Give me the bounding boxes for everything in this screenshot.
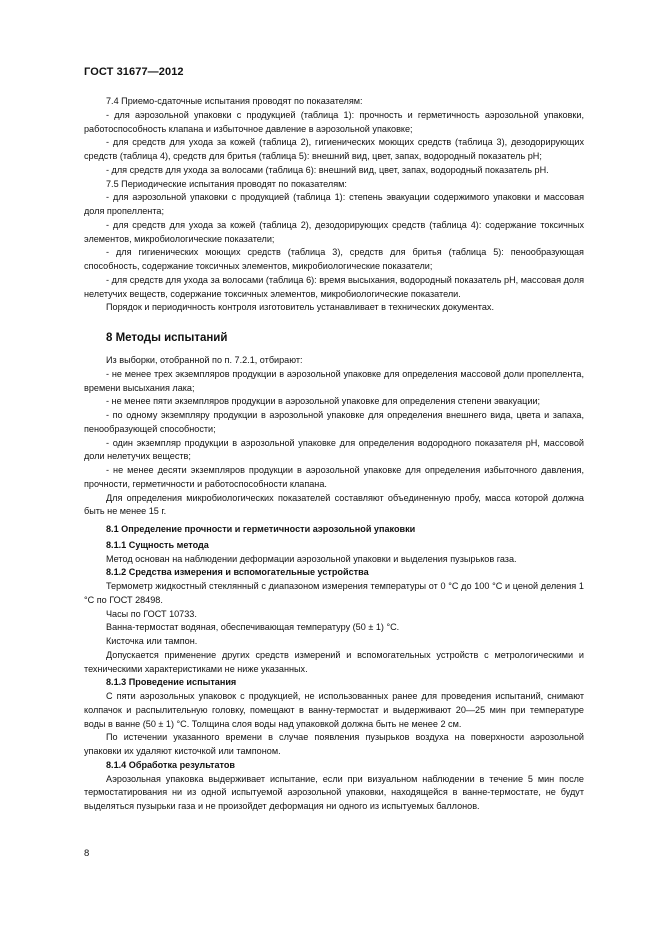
section-8-heading: 8 Методы испытаний <box>106 332 228 344</box>
paragraph: Ванна-термостат водяная, обеспечивающая температуру (50 ± 1) °С. <box>106 622 400 633</box>
paragraph: Часы по ГОСТ 10733. <box>106 608 197 619</box>
paragraph: По истечении указанного времени в случае появления пузырьков воздуха на поверхности аэрозольной упаковки их удаляют кисточкой или тампоном. <box>84 732 584 756</box>
paragraph: - один экземпляр продукции в аэрозольной упаковке для определения водородного показателя pH, массовой доли нелетучих веществ; <box>84 437 584 462</box>
paragraph: С пяти аэрозольных упаковок с продукцией, не использованных ранее для проведения испытаний, снимают колпачок и распылительную головку, помещают в ванну-термостат и выдерживают 20—25 мин при температуре воды в ванне (50 ± 1) °С. Толщина слоя воды над упаковкой должна быть не менее 2 см. <box>84 691 584 729</box>
paragraph: Для определения микробиологических показателей составляют объединенную пробу, масса которой должна быть не менее 15 г. <box>84 492 584 517</box>
paragraph: Кисточка или тампон. <box>106 636 198 646</box>
paragraph: Метод основан на наблюдении деформации аэрозольной упаковки и выделения пузырьков газа. <box>106 553 517 564</box>
paragraph: - для средств для ухода за кожей (таблица 2), гигиенических моющих средств (таблица 3), дезодорирующих средств (таблица 4), средств для бритья (таблица 5): внешний вид, цвет, запах, водородный показатель pH; <box>84 137 584 161</box>
paragraph: - для аэрозольной упаковки с продукцией (таблица 1): прочность и герметичность аэрозольной упаковки, работоспособность клапана и избыточное давление в аэрозольной упаковке; <box>84 109 584 134</box>
paragraph: - по одному экземпляру продукции в аэрозольной упаковке для определения внешнего вида, цвета и запаха, пенообразующей способности; <box>84 410 584 434</box>
document-body <box>84 95 584 814</box>
paragraph: - для гигиенических моющих средств (таблица 3), средств для бритья (таблица 5): пенообразующая способность, содержание токсичных элементов, микробиологические показатели; <box>84 247 584 271</box>
paragraph: - не менее трех экземпляров продукции в аэрозольной упаковке для определения массовой доли пропеллента, времени высыхания лака; <box>84 368 584 393</box>
paragraph: - не менее пяти экземпляров продукции в аэрозольной упаковке для определения степени эвакуации; <box>106 396 541 407</box>
paragraph: - для средств для ухода за кожей (таблица 2), дезодорирующих средств (таблица 4): содержание токсичных элементов, микробиологические показатели; <box>84 219 584 244</box>
paragraph: - для средств для ухода за волосами (таблица 6): время высыхания, водородный показатель pH, массовая доля нелетучих веществ, содержание токсичных элементов, микробиологические показатели. <box>84 274 584 299</box>
document-header: ГОСТ 31677—2012 <box>84 66 184 78</box>
section-8-1-4-heading: 8.1.4 Обработка результатов <box>106 759 235 770</box>
section-8-1-heading: 8.1 Определение прочности и герметичности аэрозольной упаковки <box>106 524 416 534</box>
section-8-1-2-heading: 8.1.2 Средства измерения и вспомогательные устройства <box>106 567 369 578</box>
paragraph: Термометр жидкостный стеклянный с диапазоном измерения температуры от 0 °С до 100 °С и ценой деления 1 °С по ГОСТ 28498. <box>84 581 584 605</box>
paragraph: Из выборки, отобранной по п. 7.2.1, отбирают: <box>106 355 303 365</box>
paragraph: Аэрозольная упаковка выдерживает испытание, если при визуальном наблюдении в течение 5 мин после термостатирования ни из одной испытуемой аэрозольной упаковки, находящейся в ванне-термостате, не будут выделяться пузырьки газа и не произойдет деформация ни одного из испытуемых баллонов. <box>84 773 584 811</box>
page-number: 8 <box>84 848 90 859</box>
section-8-1-3-heading: 8.1.3 Проведение испытания <box>106 677 237 688</box>
paragraph: - для аэрозольной упаковки с продукцией (таблица 1): степень эвакуации содержимого упаковки и массовая доля пропеллента; <box>84 192 584 216</box>
paragraph: - для средств для ухода за волосами (таблица 6): внешний вид, цвет, запах, водородный показатель pH. <box>106 164 549 175</box>
paragraph: Порядок и периодичность контроля изготовитель устанавливает в технических документах. <box>106 302 494 313</box>
paragraph: Допускается применение других средств измерений и вспомогательных устройств с метрологическими и техническими характеристиками не ниже указанных. <box>84 649 584 674</box>
paragraph: - не менее десяти экземпляров продукции в аэрозольной упаковке для определения избыточного давления, прочности, герметичности и работоспособности клапана. <box>84 465 584 489</box>
paragraph: 7.5 Периодические испытания проводят по показателям: <box>106 178 347 189</box>
section-8-1-1-heading: 8.1.1 Сущность метода <box>106 539 209 550</box>
paragraph: 7.4 Приемо-сдаточные испытания проводят по показателям: <box>106 96 363 106</box>
